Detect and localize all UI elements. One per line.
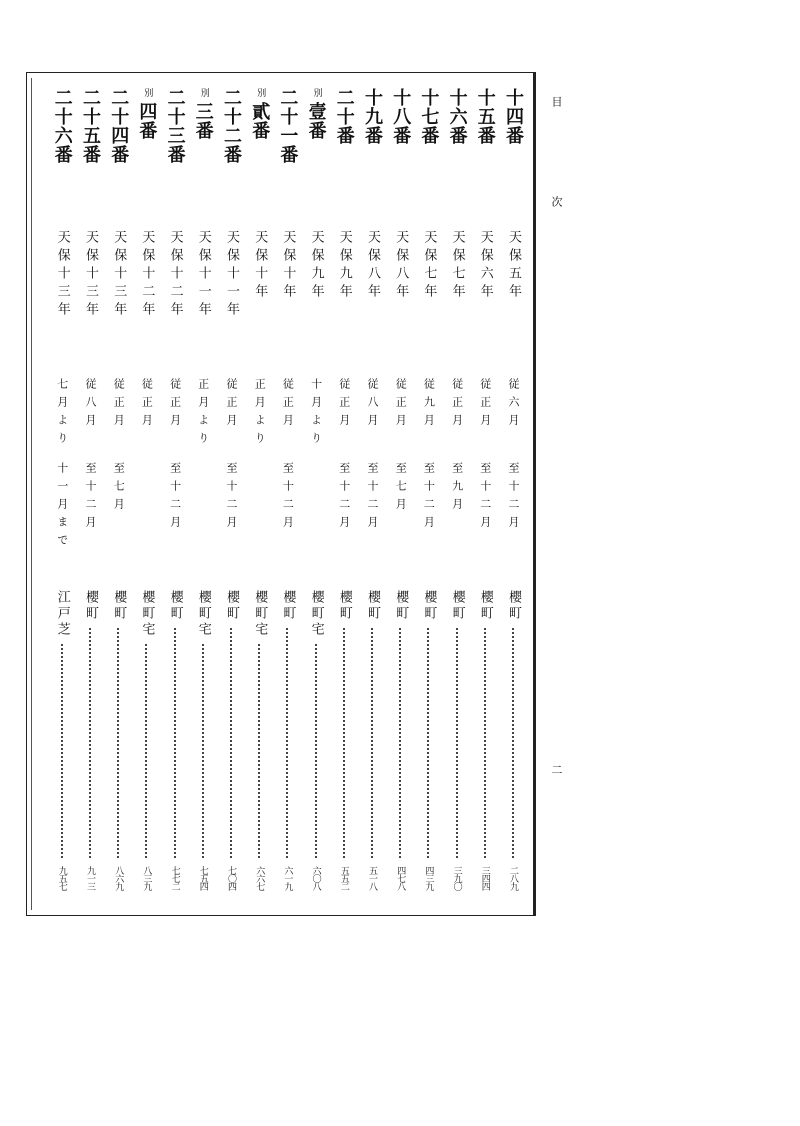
entry-from: 従正月 xyxy=(450,378,464,432)
entry-era: 天保十一年 xyxy=(224,230,239,320)
toc-entry xyxy=(218,86,244,908)
entry-era: 天保七年 xyxy=(421,230,437,302)
toc-entry xyxy=(500,86,526,908)
entry-from: 正月より xyxy=(253,378,267,450)
entry-location: 櫻町宅 xyxy=(252,590,268,638)
entry-era: 天保十三年 xyxy=(54,230,70,320)
entry-from: 七月より xyxy=(55,378,69,450)
toc-entry xyxy=(331,86,357,908)
toc-entry xyxy=(387,86,413,908)
entry-page-number: 八六九 xyxy=(113,866,124,890)
running-header-mokuji-1: 目 xyxy=(550,96,563,107)
entry-from: 従正月 xyxy=(337,378,351,432)
entry-location: 櫻町 xyxy=(224,590,239,622)
entry-from: 従正月 xyxy=(478,378,492,432)
entry-era: 天保八年 xyxy=(393,230,409,302)
entry-era: 天保十三年 xyxy=(111,230,127,320)
toc-entry xyxy=(472,86,498,908)
entry-location: 櫻町 xyxy=(111,590,127,622)
entry-to: 至十二月 xyxy=(478,462,492,534)
entry-label: 二十三番 xyxy=(164,88,186,164)
entry-from: 従八月 xyxy=(84,378,97,432)
entry-page-number: 二八九 xyxy=(508,866,518,890)
entry-era: 天保九年 xyxy=(336,230,352,302)
entry-from: 従正月 xyxy=(112,378,126,432)
dot-leader xyxy=(371,628,373,858)
entry-label: 四番 xyxy=(136,102,158,140)
toc-entry xyxy=(77,86,103,908)
entry-to: 至七月 xyxy=(112,462,126,516)
entry-location: 櫻町宅 xyxy=(139,590,155,638)
entry-label: 二十二番 xyxy=(221,88,242,164)
dot-leader xyxy=(456,628,458,858)
dot-leader xyxy=(117,628,119,858)
dot-leader xyxy=(427,628,429,858)
entry-to: 至十二月 xyxy=(337,462,351,534)
entry-location: 櫻町 xyxy=(477,590,493,622)
toc-entry xyxy=(274,86,300,908)
entry-label: 二十四番 xyxy=(108,88,130,164)
entry-to: 至十二月 xyxy=(84,462,97,534)
dot-leader xyxy=(484,628,486,858)
entry-location: 櫻町 xyxy=(336,590,352,622)
dot-leader xyxy=(315,644,317,858)
entry-page-number: 四三九 xyxy=(423,866,434,890)
entry-page-number: 五一八 xyxy=(367,866,377,890)
entry-to: 至十二月 xyxy=(507,462,520,534)
entry-era: 天保六年 xyxy=(477,230,493,302)
entry-label: 二十番 xyxy=(333,88,355,145)
entry-from: 従正月 xyxy=(140,378,154,432)
toc-entry xyxy=(359,86,385,908)
entry-page-number: 三九〇 xyxy=(451,866,462,890)
entry-label: 十九番 xyxy=(362,88,383,145)
toc-entry xyxy=(303,86,329,908)
toc-entry xyxy=(190,86,216,908)
entry-from: 従正月 xyxy=(168,378,182,432)
dot-leader xyxy=(286,628,288,858)
dot-leader xyxy=(174,628,176,858)
entry-era: 天保十三年 xyxy=(83,230,98,320)
entry-location: 江戸芝 xyxy=(54,590,70,638)
entry-page-number: 八三九 xyxy=(141,866,152,890)
toc-entry xyxy=(133,86,159,908)
entry-page-number: 三四四 xyxy=(479,866,490,890)
entry-location: 櫻町 xyxy=(167,590,183,622)
entry-era: 天保九年 xyxy=(308,230,324,302)
entry-from: 従八月 xyxy=(366,378,379,432)
entry-from: 従正月 xyxy=(225,378,238,432)
entry-location: 櫻町 xyxy=(83,590,98,622)
entry-label: 十六番 xyxy=(446,88,468,145)
entry-tag: 別 xyxy=(311,88,322,97)
entry-from: 従正月 xyxy=(394,378,408,432)
entry-era: 天保七年 xyxy=(449,230,465,302)
entry-location: 櫻町 xyxy=(421,590,437,622)
toc-entry xyxy=(105,86,131,908)
entry-label: 貳番 xyxy=(249,102,271,140)
entry-to: 至十二月 xyxy=(225,462,238,534)
entry-from: 正月より xyxy=(196,378,210,450)
entry-location: 櫻町 xyxy=(393,590,409,622)
entry-location: 櫻町 xyxy=(449,590,465,622)
entry-to: 至十二月 xyxy=(422,462,436,534)
entry-to: 至九月 xyxy=(450,462,464,516)
entry-era: 天保十一年 xyxy=(195,230,211,320)
entry-label: 二十一番 xyxy=(277,88,299,164)
dot-leader xyxy=(512,628,514,858)
entry-label: 二十五番 xyxy=(80,88,101,164)
entry-page-number: 四七八 xyxy=(395,866,406,890)
page-folio: 二 xyxy=(550,764,563,775)
entry-page-number: 九五七 xyxy=(56,866,67,890)
entry-label: 三番 xyxy=(192,102,214,140)
entry-page-number: 六〇八 xyxy=(310,866,321,890)
entry-era: 天保八年 xyxy=(365,230,380,302)
dot-leader xyxy=(145,644,147,858)
running-header-mokuji-2: 次 xyxy=(550,196,563,207)
dot-leader xyxy=(61,644,63,858)
entry-label: 十七番 xyxy=(418,88,440,145)
entry-page-number: 七七二 xyxy=(169,866,180,890)
entry-label: 壹番 xyxy=(305,102,327,140)
entry-from: 従正月 xyxy=(281,378,295,432)
toc-entry xyxy=(49,86,75,908)
entry-era: 天保十二年 xyxy=(139,230,155,320)
dot-leader xyxy=(230,628,232,858)
entry-page-number: 六一九 xyxy=(282,866,293,890)
entry-location: 櫻町 xyxy=(506,590,521,622)
dot-leader xyxy=(343,628,345,858)
frame-inner-rule xyxy=(31,78,32,910)
entry-from: 従九月 xyxy=(422,378,436,432)
entry-to: 至十二月 xyxy=(281,462,295,534)
entry-from: 十月より xyxy=(309,378,323,450)
entry-page-number: 六六七 xyxy=(254,866,265,890)
entry-page-number: 九一三 xyxy=(85,866,95,890)
entry-label: 二十六番 xyxy=(51,88,73,164)
entry-era: 天保十年 xyxy=(252,230,268,302)
entry-to: 十一月まで xyxy=(55,462,69,552)
dot-leader xyxy=(399,628,401,858)
entry-location: 櫻町 xyxy=(365,590,380,622)
entry-label: 十八番 xyxy=(390,88,412,145)
toc-entry xyxy=(246,86,272,908)
entry-location: 櫻町宅 xyxy=(308,590,324,638)
toc-entry xyxy=(444,86,470,908)
entry-label: 十四番 xyxy=(503,88,524,145)
entry-page-number: 五五二 xyxy=(338,866,349,890)
entry-tag: 別 xyxy=(198,88,209,97)
entry-era: 天保十二年 xyxy=(167,230,183,320)
dot-leader xyxy=(258,644,260,858)
entry-tag: 別 xyxy=(255,88,266,97)
entry-location: 櫻町宅 xyxy=(195,590,211,638)
entry-label: 十五番 xyxy=(474,88,496,145)
entry-from: 従六月 xyxy=(507,378,520,432)
entry-to: 至十二月 xyxy=(366,462,379,534)
entry-page-number: 七五四 xyxy=(197,866,208,890)
entry-era: 天保五年 xyxy=(506,230,521,302)
entry-era: 天保十年 xyxy=(280,230,296,302)
entry-to: 至十二月 xyxy=(168,462,182,534)
entry-to: 至七月 xyxy=(394,462,408,516)
dot-leader xyxy=(202,644,204,858)
dot-leader xyxy=(89,628,91,858)
toc-entry xyxy=(415,86,441,908)
entry-tag: 別 xyxy=(142,88,153,97)
entry-location: 櫻町 xyxy=(280,590,296,622)
toc-entry xyxy=(162,86,188,908)
entry-page-number: 七〇四 xyxy=(226,866,236,890)
